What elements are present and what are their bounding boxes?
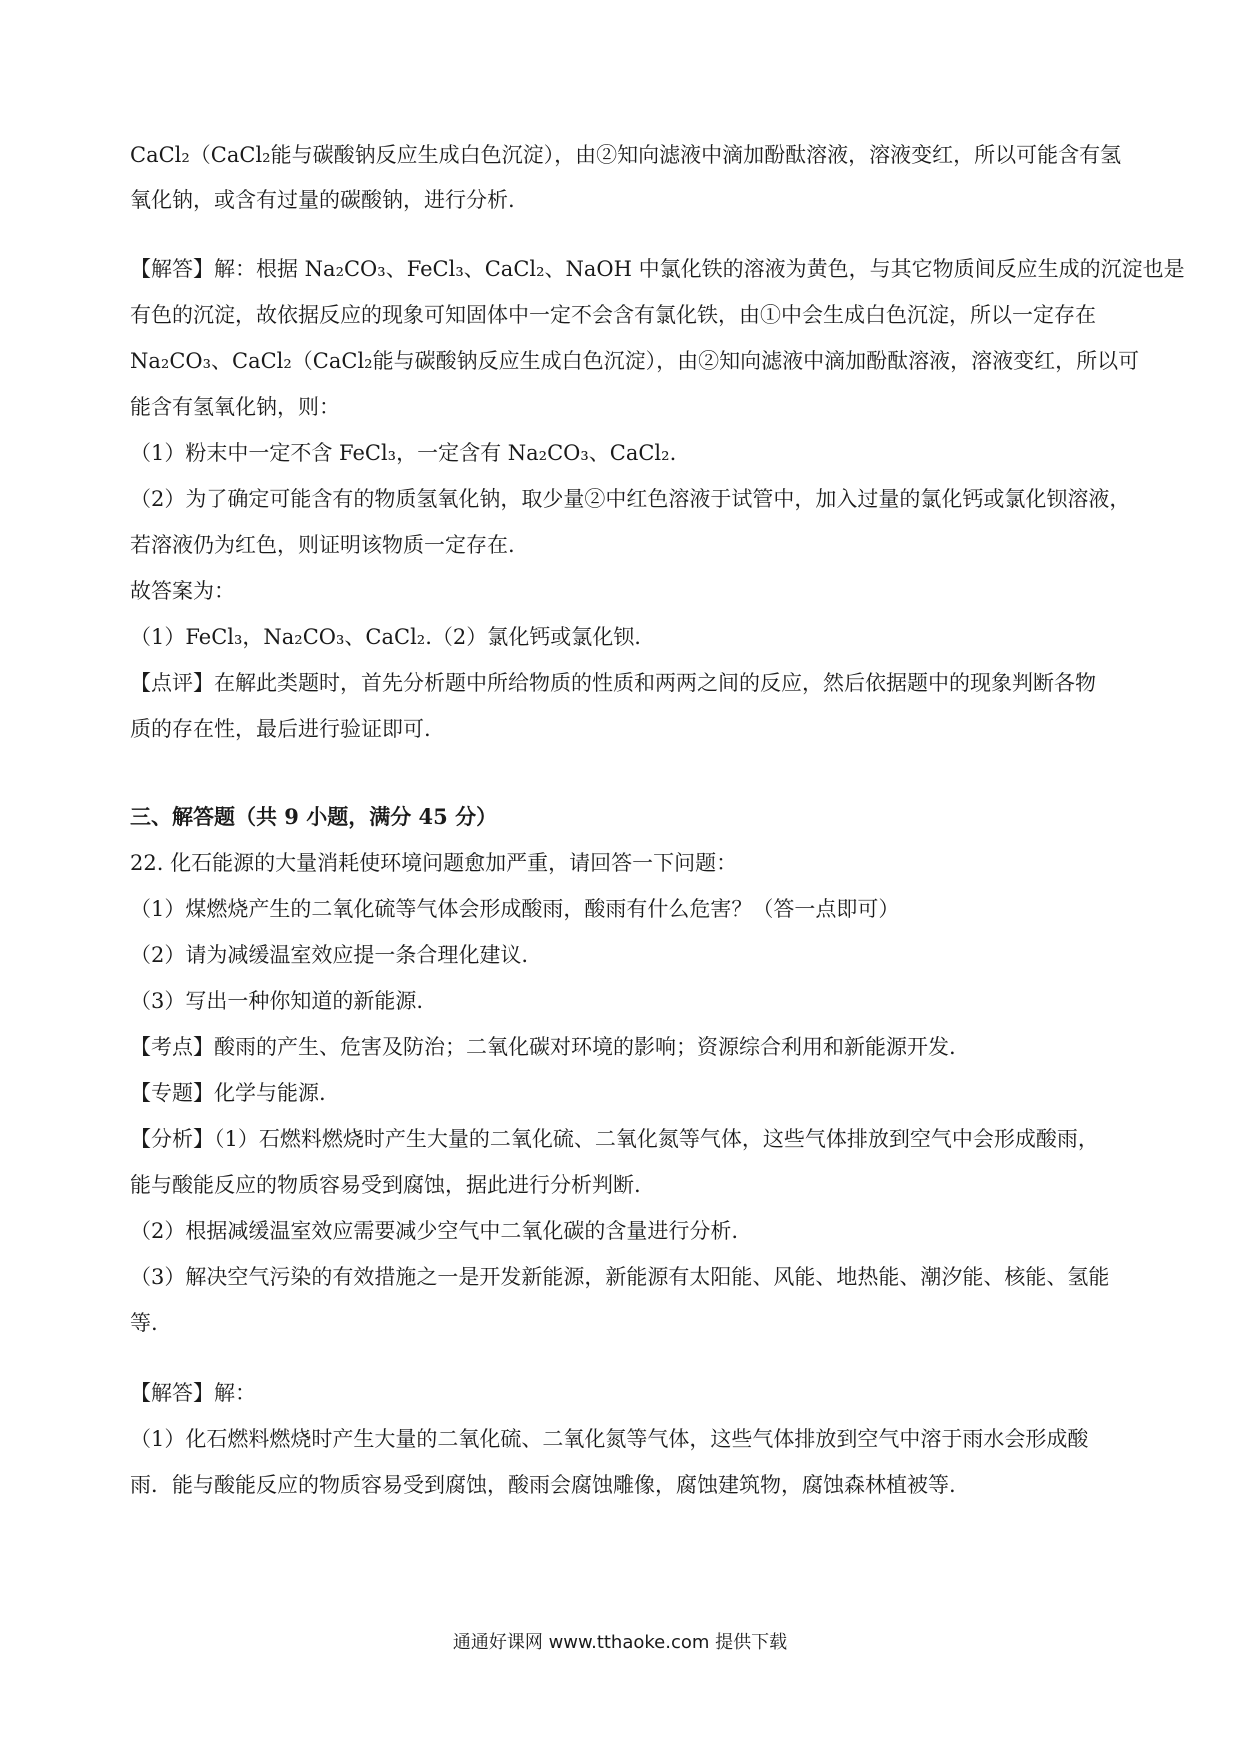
text-line-11: （1）FeCl₃，Na₂CO₃、CaCl₂.（2）氯化钙或氯化钡.	[130, 625, 641, 649]
fenxi-line-2: 能与酸能反应的物质容易受到腐蚀，据此进行分析判断.	[130, 1173, 641, 1197]
text-line-1: CaCl₂（CaCl₂能与碳酸钠反应生成白色沉淀），由②知向滤液中滴加酚酞溶液，溶液变红，所以可能含有氢	[130, 143, 1122, 167]
kaodian-line: 【考点】酸雨的产生、危害及防治；二氧化碳对环境的影响；资源综合利用和新能源开发.	[130, 1035, 956, 1059]
text-line-4: 有色的沉淀，故依据反应的现象可知固体中一定不会含有氯化铁，由①中会生成白色沉淀，所以一定存在	[130, 303, 1096, 327]
text-line-10: 故答案为：	[130, 579, 235, 603]
text-line-3: 【解答】解：根据 Na₂CO₃、FeCl₃、CaCl₂、NaOH 中氯化铁的溶液为黄色，与其它物质间反应生成的沉淀也是	[130, 257, 1185, 281]
zhuanti-line: 【专题】化学与能源.	[130, 1081, 326, 1105]
text-line-12: 【点评】在解此类题时，首先分析题中所给物质的性质和两两之间的反应，然后依据题中的现象判断各物	[130, 671, 1096, 695]
text-line-2: 氧化钠，或含有过量的碳酸钠，进行分析.	[130, 188, 515, 212]
jieda-heading: 【解答】解：	[130, 1381, 256, 1405]
text-line-13: 质的存在性，最后进行验证即可.	[130, 717, 431, 741]
fenxi-line-4: （3）解决空气污染的有效措施之一是开发新能源，新能源有太阳能、风能、地热能、潮汐能、核能、氢能	[130, 1265, 1110, 1289]
question-part-1: （1）煤燃烧产生的二氧化硫等气体会形成酸雨，酸雨有什么危害？（答一点即可）	[130, 897, 900, 921]
fenxi-line-5: 等.	[130, 1311, 158, 1335]
question-part-3: （3）写出一种你知道的新能源.	[130, 989, 424, 1013]
fenxi-line-3: （2）根据减缓温室效应需要减少空气中二氧化碳的含量进行分析.	[130, 1219, 739, 1243]
jieda-line-2: 雨．能与酸能反应的物质容易受到腐蚀，酸雨会腐蚀雕像，腐蚀建筑物，腐蚀森林植被等.	[130, 1473, 956, 1497]
jieda-line-1: （1）化石燃料燃烧时产生大量的二氧化硫、二氧化氮等气体，这些气体排放到空气中溶于雨水会形成酸	[130, 1427, 1089, 1451]
text-line-7: （1）粉末中一定不含 FeCl₃，一定含有 Na₂CO₃、CaCl₂.	[130, 441, 677, 465]
text-line-5: Na₂CO₃、CaCl₂（CaCl₂能与碳酸钠反应生成白色沉淀），由②知向滤液中滴加酚酞溶液，溶液变红，所以可	[130, 349, 1140, 373]
text-line-8: （2）为了确定可能含有的物质氢氧化钠，取少量②中红色溶液于试管中，加入过量的氯化钙或氯化钡溶液，	[130, 487, 1131, 511]
section-heading: 三、解答题（共 9 小题，满分 45 分）	[130, 804, 498, 829]
fenxi-line-1: 【分析】（1）石燃料燃烧时产生大量的二氧化硫、二氧化氮等气体，这些气体排放到空气中会形成酸雨，	[130, 1127, 1099, 1151]
page-footer: 通通好课网 www.tthaoke.com 提供下载	[452, 1632, 788, 1653]
question-part-2: （2）请为减缓温室效应提一条合理化建议.	[130, 943, 529, 967]
text-line-6: 能含有氢氧化钠，则：	[130, 395, 340, 419]
text-line-9: 若溶液仍为红色，则证明该物质一定存在.	[130, 533, 515, 557]
question-22: 22. 化石能源的大量消耗使环境问题愈加严重，请回答一下问题：	[130, 851, 738, 875]
